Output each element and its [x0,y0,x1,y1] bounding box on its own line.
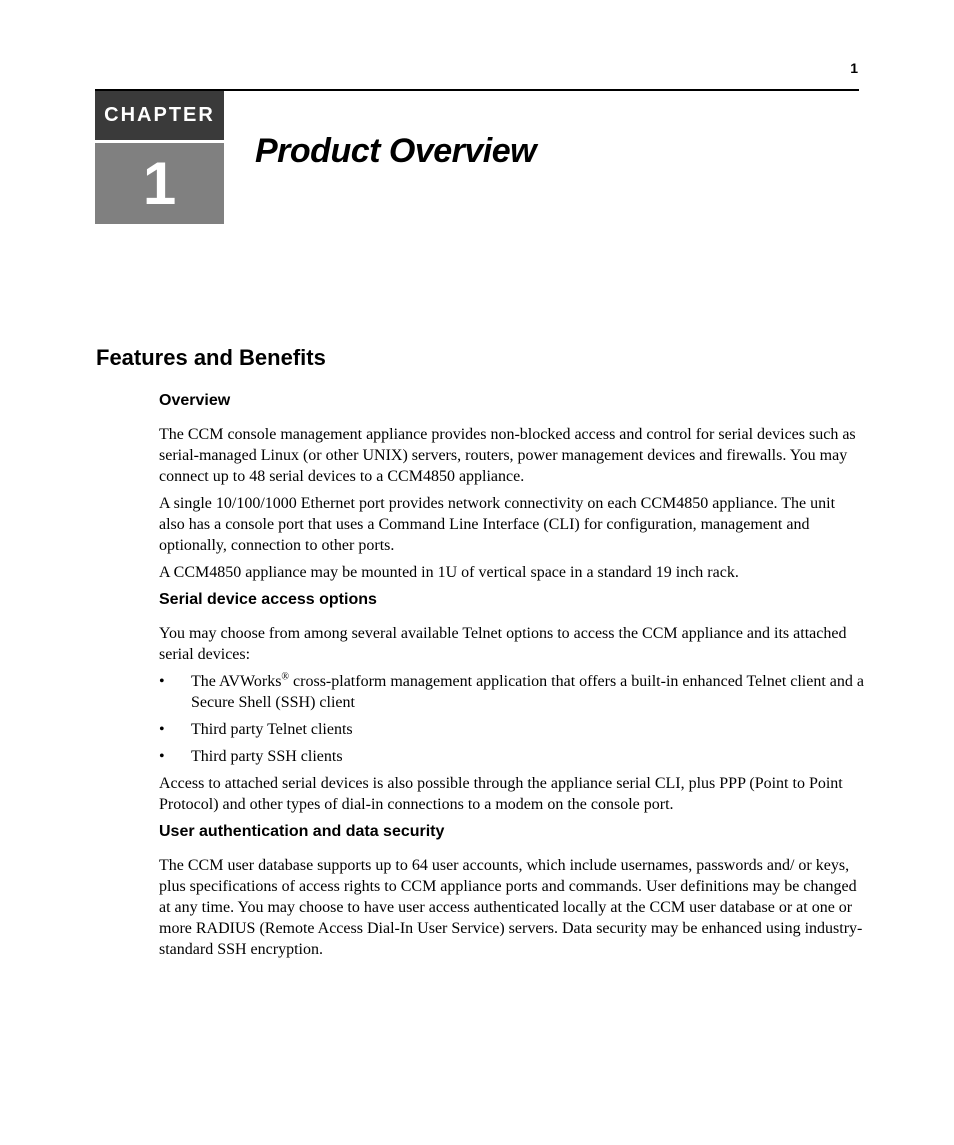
overview-paragraph: The CCM console management appliance provides non-blocked access and control for serial devices such as serial-managed Linux (or other UNIX) servers, routers, power management devices and firewalls. You may connect up to 48 serial devices to a CCM4850 appliance. [159,426,856,485]
overview-paragraph: A CCM4850 appliance may be mounted in 1U of vertical space in a standard 19 inch rack. [159,564,739,581]
chapter-number: 1 [95,143,224,224]
list-item: • Third party SSH clients [159,746,864,767]
serial-access-closing: Access to attached serial devices is also possible through the appliance serial CLI, plus PPP (Point to Point Protocol) and other types of dial-in connections to a modem on the console port. [159,775,843,813]
body-content [159,390,864,966]
section-title: Features and Benefits [96,345,326,370]
chapter-title: Product Overview [255,132,537,170]
overview-paragraph: A single 10/100/1000 Ethernet port provides network connectivity on each CCM4850 appliance. The unit also has a console port that uses a Command Line Interface (CLI) for configuration, management and optionally, connection to other ports. [159,495,836,554]
serial-access-intro: You may choose from among several available Telnet options to access the CCM appliance and its attached serial devices: [159,625,847,663]
serial-access-list [159,671,864,767]
list-item: • Third party Telnet clients [159,719,864,740]
list-item: • The AVWorks® cross-platform management application that offers a built-in enhanced Telnet client and a Secure Shell (SSH) client [159,671,864,713]
overview-heading: Overview [159,392,231,409]
chapter-label: CHAPTER [95,91,224,140]
user-auth-heading: User authentication and data security [159,823,445,840]
user-auth-paragraph: The CCM user database supports up to 64 user accounts, which include usernames, passwords and/ or keys, plus specifications of access rights to CCM appliance ports and commands. User definitions may be changed at any time. You may choose to have user access authenticated locally at the CCM user database or at one or more RADIUS (Remote Access Dial-In User Service) servers. Data security may be enhanced using industry-standard SSH encryption. [159,857,863,958]
serial-access-heading: Serial device access options [159,591,377,608]
page-number: 1 [850,60,858,76]
